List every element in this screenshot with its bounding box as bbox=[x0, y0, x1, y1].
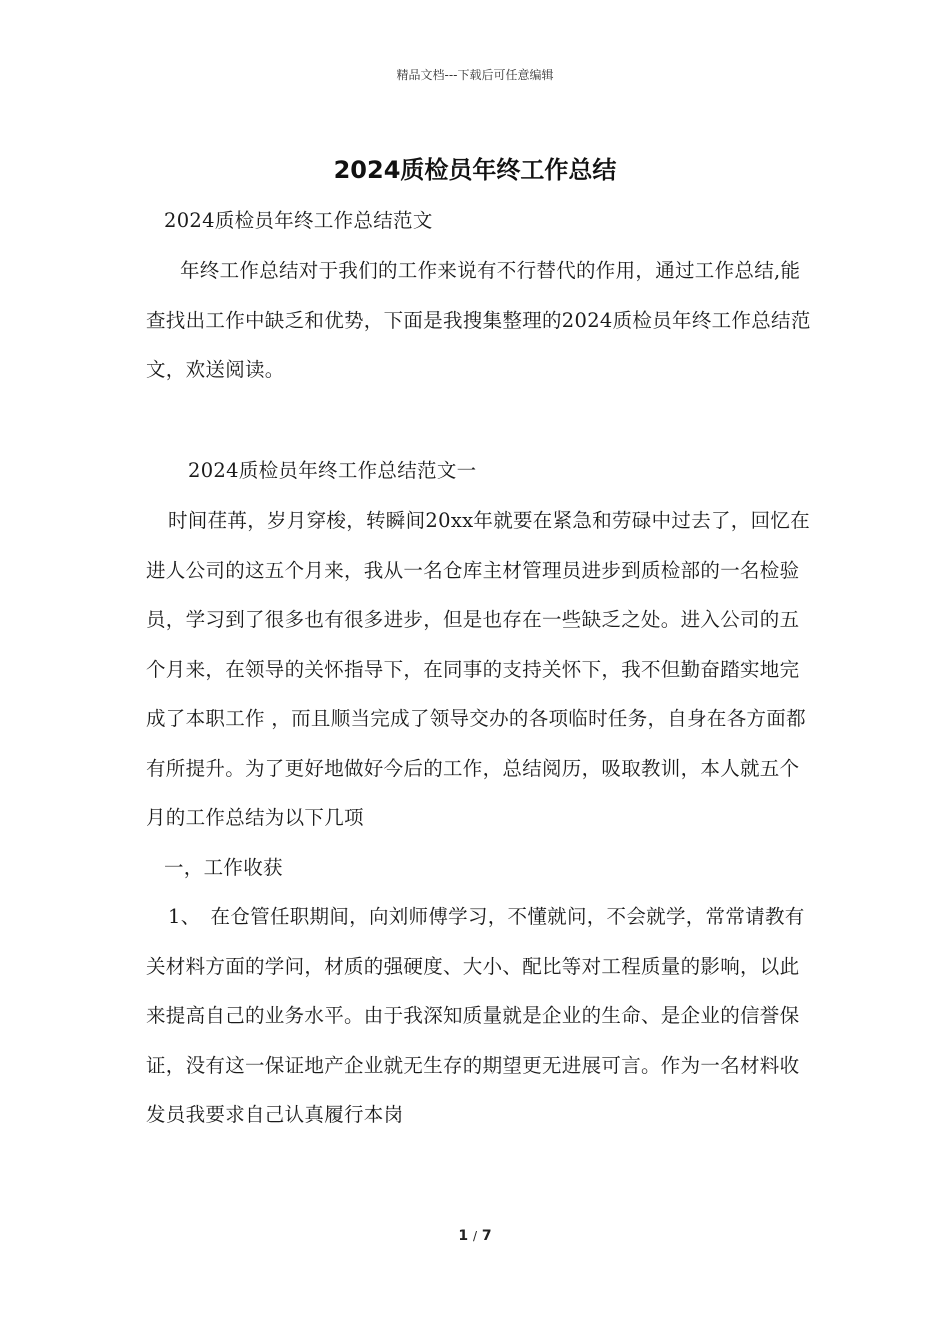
intro-block bbox=[146, 246, 814, 395]
document-title: 2024质检员年终工作总结 bbox=[333, 156, 617, 184]
page-number bbox=[0, 1228, 950, 1244]
document-header: 精品文档---下载后可任意编辑 bbox=[396, 68, 554, 82]
subtitle: 2024质检员年终工作总结范文 bbox=[164, 209, 433, 232]
intro-paragraph: 年终工作总结对于我们的工作来说有不行替代的作用，通过工作总结,能查找出工作中缺乏和优势，下面是我搜集整理的2024质检员年终工作总结范文，欢送阅读。 bbox=[146, 259, 811, 381]
page-total: 7 bbox=[481, 1228, 492, 1244]
section-title: 2024质检员年终工作总结范文一 bbox=[188, 459, 477, 482]
paragraph-block bbox=[146, 496, 814, 1140]
section-title-block bbox=[146, 446, 814, 496]
body-paragraph: 时间荏苒，岁月穿梭，转瞬间20xx年就要在紧急和劳碌中过去了，回忆在进人公司的这五个月来，我从一名仓库主材管理员进步到质检部的一名检验员，学习到了很多也有很多进步，但是也存在一些缺乏之处。进入公司的五个月来，在领导的关怀指导下，在同事的支持关怀下，我不但勤奋踏实地完成了本职工作 ，而且顺当完成了领导交办的各项临时任务，自身在各方面都有所提升。为了更好地做好今后的工作，总结阅历，吸取教训，本人就五个月的工作总结为以下几项 bbox=[146, 509, 811, 829]
section-heading: 一，工作收获 bbox=[164, 855, 283, 879]
subtitle-block bbox=[146, 196, 814, 246]
list-item: 1、 在仓管任职期间，向刘师傅学习，不懂就问，不会就学，常常请教有关材料方面的学问，材质的强硬度、大小、配比等对工程质量的影响，以此来提高自己的业务水平。由于我深知质量就是企业的生命、是企业的信誉保证，没有这一保证地产企业就无生存的期望更无进展可言。作为一名材料收发员我要求自己认真履行本岗 bbox=[146, 905, 805, 1126]
page-separator: / bbox=[472, 1229, 478, 1243]
page-current: 1 bbox=[458, 1228, 469, 1244]
